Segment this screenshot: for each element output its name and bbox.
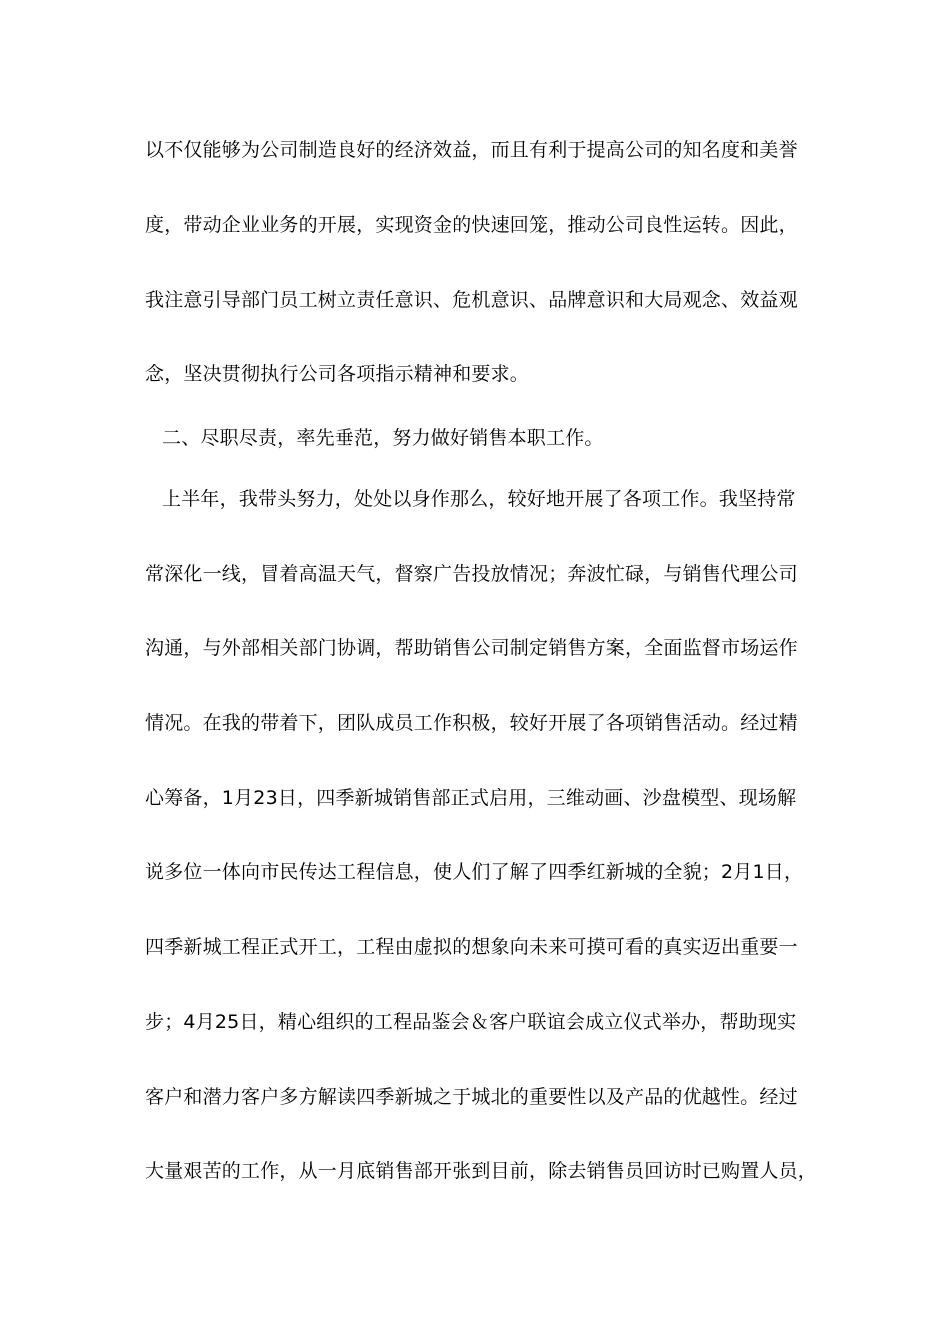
text-line: 念，坚决贯彻执行公司各项指示精神和要求。 [145, 363, 530, 385]
text-line: 大量艰苦的工作，从一月底销售部开张到目前，除去销售员回访时已购置人员， [145, 1160, 818, 1182]
text-line: 四季新城工程正式开工，工程由虚拟的想象向未来可摸可看的真实迈出重要一 [145, 936, 798, 958]
text-line: 说多位一体向市民传达工程信息，使人们了解了四季红新城的全貌；2月1日， [145, 861, 804, 883]
text-line: 以不仅能够为公司制造良好的经济效益，而且有利于提高公司的知名度和美誉 [145, 139, 798, 161]
text-line: 沟通，与外部相关部门协调，帮助销售公司制定销售方案，全面监督市场运作 [145, 637, 798, 659]
text-line: 常深化一线，冒着高温天气，督察广告投放情况；奔波忙碌，与销售代理公司 [145, 563, 798, 585]
text-line: 情况。在我的带着下，团队成员工作积极，较好开展了各项销售活动。经过精 [145, 712, 798, 734]
text-line: 心筹备，1月23日，四季新城销售部正式启用，三维动画、沙盘模型、现场解 [145, 787, 797, 809]
text-line: 度，带动企业业务的开展，实现资金的快速回笼，推动公司良性运转。因此， [145, 214, 798, 236]
section-heading: 二、尽职尽责，率先垂范，努力做好销售本职工作。 [162, 427, 604, 449]
text-line: 客户和潜力客户多方解读四季新城之于城北的重要性以及产品的优越性。经过 [145, 1086, 798, 1108]
text-line: 步；4月25日，精心组织的工程品鉴会＆客户联谊会成立仪式举办，帮助现实 [145, 1011, 797, 1033]
text-line: 上半年，我带头努力，处处以身作那么，较好地开展了各项工作。我坚持常 [162, 488, 796, 510]
text-line: 我注意引导部门员工树立责任意识、危机意识、品牌意识和大局观念、效益观 [145, 289, 798, 311]
